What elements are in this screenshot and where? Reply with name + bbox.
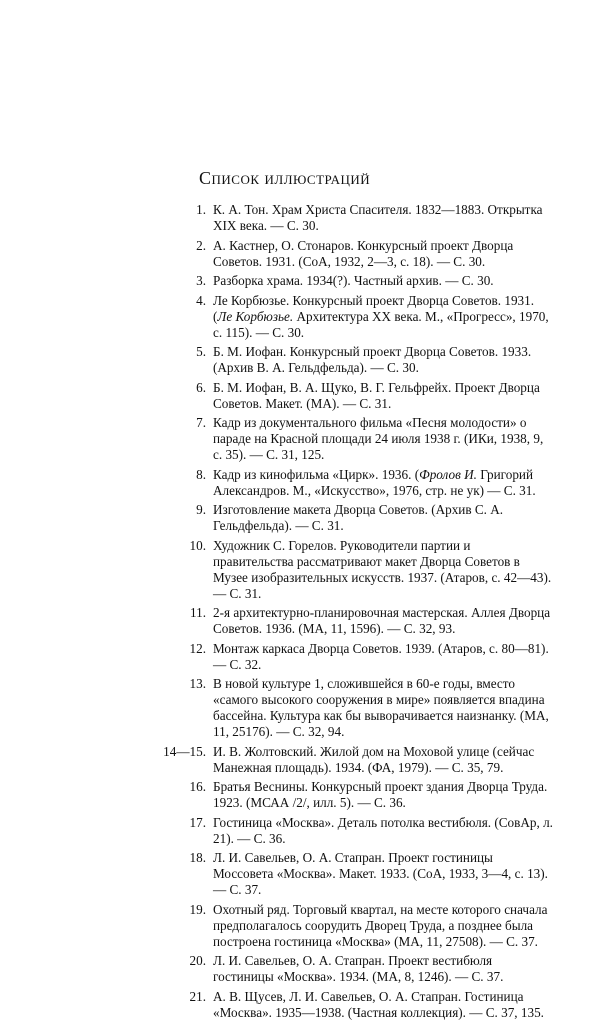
- list-item: [0, 415, 600, 463]
- item-text: В новой культуре 1, сложившейся в 60-е годы, вместо «самого высокого сооружения в мире» появляется впадина бассейна. Культура как бы выворачивается наизнанку. (МА, 11, 25176). — С. 32, 94.: [213, 676, 549, 739]
- list-item: [0, 953, 600, 985]
- list-item: [0, 202, 600, 234]
- list-item: [0, 605, 600, 637]
- illustration-list: [0, 202, 600, 1024]
- item-number: 14—15.: [163, 743, 206, 759]
- item-text: 2-я архитектурно-планировочная мастерская. Аллея Дворца Советов. 1936. (МА, 11, 1596). — С. 32, 93.: [213, 605, 551, 636]
- item-text-part: Архитектура XX века. М., «Прогресс», 1970, с. 115). — С. 30.: [213, 308, 549, 340]
- item-text: Л. И. Савельев, О. А. Стапран. Проект вестибюля гостиницы «Москва». 1934. (МА, 8, 1246). — С. 37.: [213, 953, 504, 984]
- item-number: 2.: [196, 237, 206, 253]
- item-text: Л. И. Савельев, О. А. Стапран. Проект гостиницы Моссовета «Москва». Макет. 1933. (СоА, 1933, 3—4, с. 13). — С. 37.: [213, 850, 548, 897]
- item-text: Разборка храма. 1934(?). Частный архив. — С. 30.: [213, 273, 494, 288]
- list-item: [0, 779, 600, 811]
- item-number: 10.: [189, 537, 206, 553]
- item-text: А. Кастнер, О. Стонаров. Конкурсный проект Дворца Советов. 1931. (СоА, 1932, 2—3, с. 18). — С. 30.: [213, 237, 514, 269]
- item-text: А. В. Щусев, Л. И. Савельев, О. А. Стапран. Гостиница «Москва». 1935—1938. (Частная коллекция). — С. 37, 135.: [213, 988, 544, 1020]
- list-item: [0, 344, 600, 376]
- item-number: 17.: [189, 814, 206, 830]
- item-number: 6.: [196, 379, 206, 395]
- item-number: 11.: [190, 605, 206, 620]
- list-item: [0, 902, 600, 950]
- item-text-part: Ле Корбюзье. Конкурсный проект Дворца Советов. 1931. (: [213, 292, 535, 324]
- item-text-italic: Фролов И.: [419, 466, 477, 482]
- item-text: К. А. Тон. Храм Христа Спасителя. 1832—1883. Открытка XIX века. — С. 30.: [213, 202, 543, 233]
- item-text: [213, 293, 553, 341]
- item-text-part: Григорий Александров. М., «Искусство», 1976, стр. не ук) — С. 31.: [213, 466, 536, 498]
- item-text: Кадр из документального фильма «Песня молодости» о параде на Красной площади 24 июля 1938 г. (ИКи, 1938, 9, с. 35). — С. 31, 125.: [213, 415, 544, 462]
- list-item: [0, 380, 600, 412]
- item-text-italic: Ле Корбюзье.: [217, 308, 294, 324]
- item-number: 20.: [189, 953, 206, 968]
- item-text: Охотный ряд. Торговый квартал, на месте которого сначала предполагалось соорудить Дворец Труда, а позднее была построена гостиница «Москва» (МА, 11, 27508). — С. 37.: [213, 901, 548, 949]
- list-item: [0, 850, 600, 898]
- list-item: [0, 238, 600, 270]
- item-number: 19.: [189, 901, 206, 917]
- item-number: 9.: [196, 502, 206, 517]
- item-text: И. В. Жолтовский. Жилой дом на Моховой улице (сейчас Манежная площадь). 1934. (ФА, 1979). — С. 35, 79.: [213, 743, 535, 775]
- item-text-part: Кадр из кинофильма «Цирк». 1936. (: [213, 466, 420, 482]
- item-number: 7.: [196, 415, 206, 430]
- page-title: Список иллюстраций: [199, 168, 371, 188]
- item-number: 4.: [196, 292, 206, 308]
- item-number: 5.: [196, 344, 206, 359]
- item-text: [213, 467, 553, 499]
- item-number: 18.: [189, 850, 206, 865]
- item-number: 12.: [189, 640, 206, 656]
- list-item: [0, 538, 600, 602]
- item-number: 16.: [189, 779, 206, 794]
- item-text: Гостиница «Москва». Деталь потолка вестибюля. (СовАр, л. 21). — С. 36.: [213, 814, 553, 846]
- item-number: 21.: [189, 988, 206, 1004]
- list-item: [0, 744, 600, 776]
- item-number: 8.: [196, 466, 206, 482]
- list-item: [0, 641, 600, 673]
- list-item: [0, 293, 600, 341]
- list-item: [0, 467, 600, 499]
- item-number: 13.: [189, 676, 206, 691]
- list-item: [0, 676, 600, 740]
- list-item: [0, 502, 600, 534]
- item-text: Б. М. Иофан, В. А. Щуко, В. Г. Гельфрейх. Проект Дворца Советов. Макет. (МА). — С. 31.: [213, 379, 540, 411]
- list-item: [0, 989, 600, 1021]
- item-text: Братья Веснины. Конкурсный проект здания Дворца Труда. 1923. (МСАА /2/, илл. 5). — С. 36.: [213, 779, 548, 810]
- item-text: Художник С. Горелов. Руководители партии и правительства рассматривают макет Дворца Советов в Музее изобразительных искусств. 1937. (Атаров, с. 42—43). — С. 31.: [213, 537, 552, 601]
- item-text: Изготовление макета Дворца Советов. (Архив С. А. Гельдфельда). — С. 31.: [213, 502, 504, 533]
- list-item: [0, 815, 600, 847]
- item-text: Б. М. Иофан. Конкурсный проект Дворца Советов. 1933. (Архив В. А. Гельдфельда). — С. 30.: [213, 344, 532, 375]
- item-number: 1.: [196, 202, 206, 217]
- item-text: Монтаж каркаса Дворца Советов. 1939. (Атаров, с. 80—81). — С. 32.: [213, 640, 549, 672]
- item-number: 3.: [196, 273, 206, 288]
- list-item: [0, 273, 600, 289]
